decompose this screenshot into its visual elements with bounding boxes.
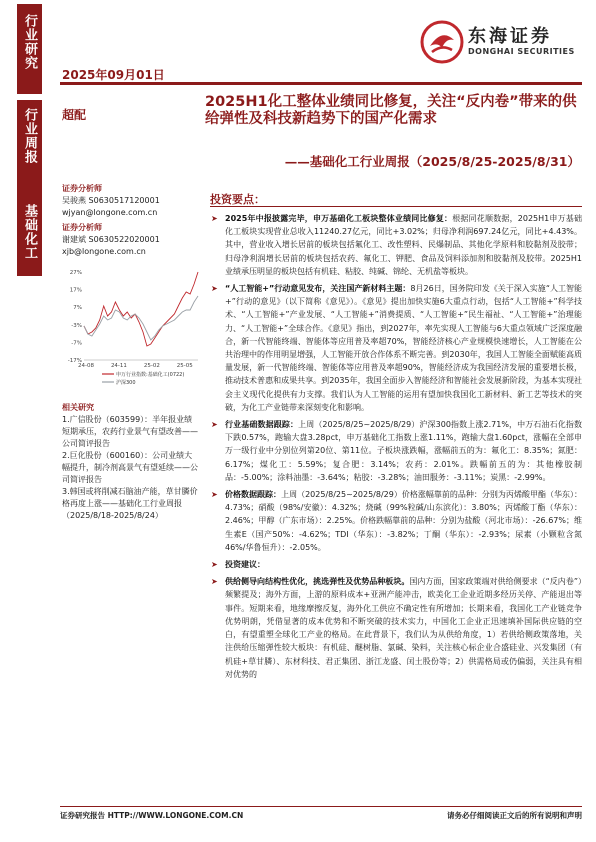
investment-points — [208, 212, 582, 685]
sidebar-section-industry: 基础化工 — [17, 196, 42, 276]
related-item[interactable]: 3.韩国或将削减石脑油产能，草甘膦价格再度上涨——基础化工行业周报（2025/8/18-2025/8/24） — [62, 487, 198, 520]
investment-point: ➤ 价格数据跟踪：上周（2025/8/25~2025/8/29）价格涨幅靠前的品种：分别为丙烯酸甲酯（华东）：4.73%；硝酸（98%/安徽）：4.32%；烧碱（99%粒碱/山东滨化）：3.80%；丙烯酸丁酯（华东）：2.46%；甲醇（广东市场）：2.25%。价格跌幅靠前的品种：分别为盐酸（河北市场）：-26.67%；维生素E（国产50%：-4.62%；TDI（华东）：-3.82%；丁酮（华东）：-2.93%；尿素（小颗粒含氮46%/华鲁恒升）：-2.05%。 — [211, 490, 583, 552]
footer-divider — [60, 806, 582, 807]
report-title: 2025H1化工整体业绩同比修复，关注“反内卷”带来的供给弹性及科技新趋势下的国产化需求 — [205, 94, 577, 127]
analyst-email[interactable]: wjyan@longone.com.cn — [62, 208, 158, 217]
related-item[interactable]: 1.广信股份（603599）：半年报业绩短期承压，农药行业景气有望改善——公司简评报告 — [62, 415, 198, 448]
y-tick-label: 17% — [69, 287, 82, 294]
x-tick-label: 24-11 — [110, 363, 127, 369]
sidebar-section-research: 行业研究 — [17, 4, 42, 94]
analyst-1 — [62, 183, 160, 219]
investment-point: ➤ 2025年中报披露完毕，申万基础化工板块整体业绩同比修复：根据同花顺数据，2025H1申万基础化工板块实现营业总收入11240.27亿元，同比+3.02%；归母净利润697.24亿元，同比+4.43%。其中，营业收入增长居前的板块包括氟化工、改性塑料、民爆制品、其他化学原料和胶黏剂及胶带；归母净利润增长居前的板块包括农药、氟化工、钾肥、食品及饲料添加剂和胶黏剂及胶带。2025H1业绩承压明显的板块包括有机硅、粘胶、纯碱、锦纶、无机盐等板块。 — [211, 214, 582, 276]
x-tick-label: 24-08 — [78, 363, 94, 369]
performance-chart — [62, 268, 202, 394]
arrow-bullet-icon: ➤ — [211, 577, 218, 587]
investment-point: ➤ 投资建议： — [208, 558, 582, 571]
arrow-bullet-icon: ➤ — [211, 214, 218, 223]
footer-website[interactable]: 证券研究报告 HTTP://WWW.LONGONE.COM.CN — [60, 811, 244, 820]
arrow-bullet-icon: ➤ — [211, 284, 218, 294]
analyst-name: 谢建斌 S0630522020001 — [62, 235, 160, 244]
x-tick-label: 25-05 — [176, 363, 193, 369]
related-item[interactable]: 2.巨化股份（600160）：公司业绩大幅提升，制冷剂高景气有望延续——公司简评报告 — [62, 451, 198, 484]
investment-rating: 超配 — [62, 108, 87, 122]
header-divider — [60, 82, 582, 85]
investment-point: ➤ 供给侧导向结构性优化，挑选弹性及优势品种板块。国内方面，国家政策端对供给侧要求（“反内卷”）频繁提及；海外方面，上游的原料成本+亚洲产能冲击，欧美化工企业近期多经历关停、产能退出等事件。短期来看，地缘摩擦反复，海外化工供应不确定性有所增加；长期来看，我国化工产业链竞争优势明朗，凭借显著的成本优势和不断突破的技术实力，中国化工企业正迅速填补国际供应链的空白，有望重塑全球化工产业的格局。在此背景下，我们认为从供给角度，1）若供给侧政策落地，关注供给压缩弹性较大板块：有机硅、醚树脂、氯碱、染料，关注核心标企业合盛硅业、兴发集团（有机硅+草甘膦）、东材科技、君正集团、浙江龙盛、闰土股份等；2）供需格局或仍偏弱，关注具有相对优势的 — [211, 577, 582, 679]
report-date: 2025年09月01日 — [62, 68, 165, 82]
related-research — [62, 402, 200, 522]
y-tick-label: 7% — [73, 305, 82, 312]
investment-point: ➤ 行业基础数据跟踪：上周（2025/8/25~2025/8/29）沪深300指数上涨2.71%，中万石油石化指数下跌0.57%，跑输大盘3.28pct，申万基础化工指数上涨1.11%，跑输大盘1.60pct，涨幅在全部申万一级行业中分别位列第20位、第11位。子板块涨跌幅，涨幅前五的为：氟化工：8.35%；氮肥：6.17%；煤化工：5.59%；复合肥：3.14%；农药：2.01%。跌幅前五的为：其他橡胶制品：-5.00%；涂料油墨：-3.64%；粘胶：-3.28%；油田服务：-3.11%；炭黑：-2.99%。 — [211, 420, 582, 482]
y-tick-label: -7% — [71, 340, 82, 347]
y-tick-label: -3% — [71, 322, 82, 329]
arrow-bullet-icon: ➤ — [211, 490, 218, 500]
company-logo — [420, 20, 590, 66]
legend-label: 沪深300 — [116, 380, 136, 386]
investment-divider — [210, 206, 582, 207]
y-tick-label: 27% — [69, 270, 82, 276]
legend-label: 申万行业指数:基础化工(0722) — [116, 372, 185, 378]
analyst-name: 吴骏燕 S0630517120001 — [62, 196, 160, 205]
analyst-label: 证券分析师 — [62, 184, 102, 193]
arrow-bullet-icon: ➤ — [211, 420, 218, 430]
series-line — [84, 296, 198, 340]
analyst-email[interactable]: xjb@longone.com.cn — [62, 247, 146, 256]
related-research-header: 相关研究 — [62, 403, 94, 412]
investment-point: ➤ “人工智能+”行动意见发布，关注国产新材料主题：8月26日，国务院印发《关于深入实施“人工智能+”行动的意见》（以下简称《意见》）。《意见》提出加快实施6大重点行动，包括“人工智能+”科学技术、“人工智能+”产业发展、“人工智能+”消费提质、“人工智能+”民生福祉、“人工智能+”治理能力、“人工智能+”全球合作。《意见》指出，到2027年，率先实现人工智能与6大重点领域广泛深度融合，新一代智能终端、智能体等应用普及率超70%，智能经济核心产业规模快速增长，人工智能在公共治理中的作用明显增强，人工智能开放合作体系不断完善。到2030年，我国人工智能全面赋能高质量发展，新一代智能终端、智能体等应用普及率超90%，智能经济成为我国经济发展的重要增长极，推动技术普惠和成果共享。到2035年，我国全面步入智能经济和智能社会发展新阶段，为基本实现社会主义现代化提供有力支撑。我们认为人工智能的运用有望加快我国化工新材料、新工艺等技术的突破，为化工产业链带来深刻变化和影响。 — [211, 284, 582, 412]
arrow-bullet-icon: ➤ — [211, 560, 218, 570]
sidebar-section-weekly: 行业周报 — [17, 100, 42, 198]
footer-disclaimer: 请务必仔细阅读正文后的所有说明和声明 — [447, 811, 582, 820]
logo-name-en: DONGHAI SECURITIES — [468, 47, 575, 56]
logo-name-cn: 东海证券 — [468, 26, 552, 47]
series-line — [84, 272, 198, 346]
y-tick-label: -17% — [67, 358, 82, 364]
investment-header: 投资要点： — [210, 193, 265, 206]
x-tick-label: 25-02 — [143, 363, 160, 369]
report-subtitle: ——基础化工行业周报（2025/8/25-2025/8/31） — [284, 154, 580, 169]
analyst-label: 证券分析师 — [62, 223, 102, 232]
logo-emblem-icon — [420, 20, 464, 64]
analyst-2 — [62, 222, 160, 258]
